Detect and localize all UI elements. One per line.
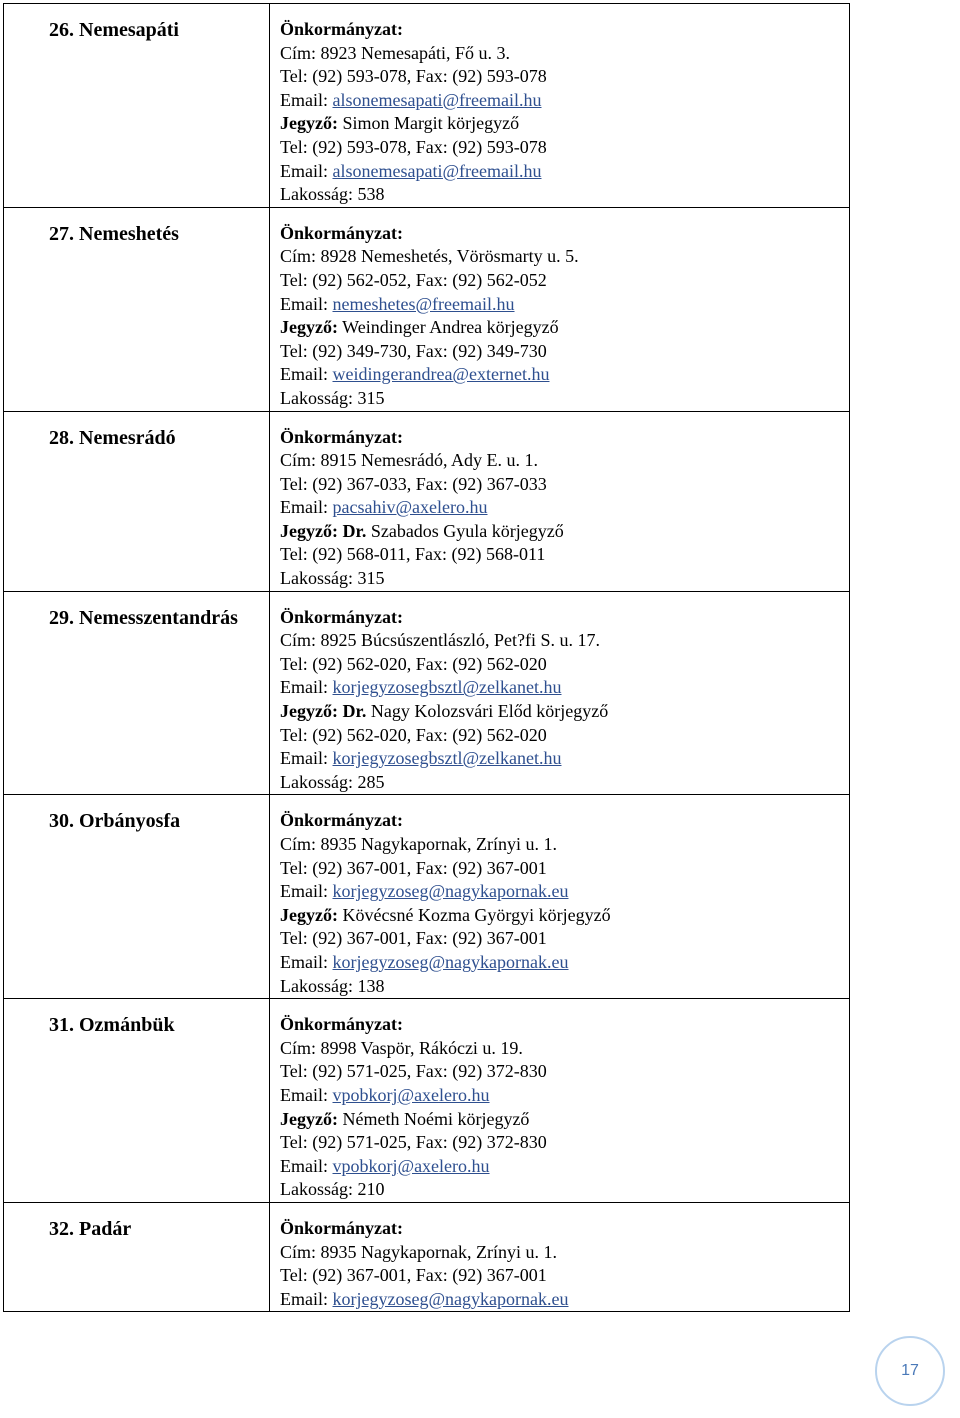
jegyzo-label: Jegyző: — [280, 701, 338, 722]
address: Cím: 8915 Nemesrádó, Ady E. u. 1. — [280, 450, 538, 471]
jegyzo-line — [280, 904, 849, 928]
address: Cím: 8928 Nemeshetés, Vörösmarty u. 5. — [280, 246, 579, 267]
address: Cím: 8923 Nemesapáti, Fő u. 3. — [280, 42, 510, 63]
municipality-name: 28. Nemesrádó — [49, 426, 176, 449]
phone-fax: Tel: (92) 562-020, Fax: (92) 562-020 — [280, 653, 547, 674]
jegyzo-phone-fax: Tel: (92) 568-011, Fax: (92) 568-011 — [280, 544, 546, 565]
jegyzo-phone-fax: Tel: (92) 571-025, Fax: (92) 372-830 — [280, 1132, 547, 1153]
municipality-name-cell — [4, 999, 270, 1203]
jegyzo-line — [280, 520, 849, 544]
jegyzo-email-line — [280, 747, 849, 771]
municipality-name-cell — [4, 411, 270, 591]
population: Lakosság: 538 — [280, 184, 385, 205]
municipality-info-cell — [270, 207, 850, 411]
email-label: Email: — [280, 1084, 333, 1105]
municipality-name-cell — [4, 207, 270, 411]
municipality-name-cell — [4, 795, 270, 999]
jegyzo-email-line — [280, 160, 849, 184]
address: Cím: 8925 Búcsúszentlászló, Pet?fi S. u. 17. — [280, 630, 600, 651]
jegyzo-line — [280, 316, 849, 340]
email-line — [280, 1084, 849, 1108]
municipality-name: 29. Nemesszentandrás — [49, 606, 238, 629]
municipality-info-cell — [270, 999, 850, 1203]
email-line — [280, 1288, 849, 1312]
jegyzo-name: Weindinger Andrea körjegyző — [342, 317, 559, 338]
municipality-info-cell — [270, 795, 850, 999]
email-label: Email: — [280, 951, 333, 972]
municipality-info-cell — [270, 1202, 850, 1311]
onkormanyzat-heading: Önkormányzat: — [280, 426, 403, 447]
municipality-info-cell — [270, 4, 850, 208]
onkormanyzat-heading: Önkormányzat: — [280, 606, 403, 627]
jegyzo-name: Németh Noémi körjegyző — [342, 1108, 530, 1129]
table-row — [4, 4, 850, 208]
email-label: Email: — [280, 1155, 333, 1176]
jegyzo-email-link[interactable]: vpobkorj@axelero.hu — [332, 1155, 490, 1176]
jegyzo-label: Jegyző: — [280, 113, 338, 134]
municipality-name: 30. Orbányosfa — [49, 810, 181, 833]
email-label: Email: — [280, 748, 333, 769]
jegyzo-email-line — [280, 363, 849, 387]
municipality-name: 31. Ozmánbük — [49, 1014, 175, 1037]
table-row — [4, 411, 850, 591]
table-row — [4, 591, 850, 795]
jegyzo-line — [280, 700, 849, 724]
jegyzo-label: Jegyző: — [280, 317, 338, 338]
municipality-info-cell — [270, 591, 850, 795]
jegyzo-email-link[interactable]: korjegyzoseg@nagykapornak.eu — [332, 951, 569, 972]
jegyzo-line — [280, 1108, 849, 1132]
population: Lakosság: 138 — [280, 975, 385, 996]
email-link[interactable]: korjegyzosegbsztl@zelkanet.hu — [332, 677, 562, 698]
jegyzo-name: Simon Margit körjegyző — [342, 113, 520, 134]
email-label: Email: — [280, 364, 333, 385]
jegyzo-name: Kövécsné Kozma Györgyi körjegyző — [342, 904, 611, 925]
jegyzo-label: Jegyző: — [280, 1108, 338, 1129]
jegyzo-email-line — [280, 1155, 849, 1179]
municipality-table — [3, 3, 850, 1312]
jegyzo-email-link[interactable]: korjegyzosegbsztl@zelkanet.hu — [332, 748, 562, 769]
municipality-name-cell — [4, 1202, 270, 1311]
onkormanyzat-heading: Önkormányzat: — [280, 810, 403, 831]
email-line — [280, 89, 849, 113]
onkormanyzat-heading: Önkormányzat: — [280, 1217, 403, 1238]
phone-fax: Tel: (92) 593-078, Fax: (92) 593-078 — [280, 66, 547, 87]
email-line — [280, 293, 849, 317]
population: Lakosság: 210 — [280, 1179, 385, 1200]
table-row — [4, 999, 850, 1203]
phone-fax: Tel: (92) 562-052, Fax: (92) 562-052 — [280, 269, 547, 290]
jegyzo-phone-fax: Tel: (92) 562-020, Fax: (92) 562-020 — [280, 724, 547, 745]
onkormanyzat-heading: Önkormányzat: — [280, 1014, 403, 1035]
table-row — [4, 207, 850, 411]
municipality-name-cell — [4, 591, 270, 795]
email-label: Email: — [280, 881, 333, 902]
email-link[interactable]: vpobkorj@axelero.hu — [332, 1084, 490, 1105]
population: Lakosság: 315 — [280, 568, 385, 589]
email-label: Email: — [280, 89, 333, 110]
jegyzo-email-line — [280, 951, 849, 975]
email-link[interactable]: alsonemesapati@freemail.hu — [332, 89, 542, 110]
page-number: 17 — [901, 1362, 919, 1379]
jegyzo-name: Nagy Kolozsvári Előd körjegyző — [370, 701, 609, 722]
jegyzo-name: Szabados Gyula körjegyző — [370, 520, 564, 541]
address: Cím: 8998 Vaspör, Rákóczi u. 19. — [280, 1037, 523, 1058]
municipality-name-cell — [4, 4, 270, 208]
jegyzo-phone-fax: Tel: (92) 367-001, Fax: (92) 367-001 — [280, 928, 547, 949]
email-link[interactable]: pacsahiv@axelero.hu — [332, 497, 488, 518]
email-link[interactable]: korjegyzoseg@nagykapornak.eu — [332, 1288, 569, 1309]
onkormanyzat-heading: Önkormányzat: — [280, 222, 403, 243]
address: Cím: 8935 Nagykapornak, Zrínyi u. 1. — [280, 834, 557, 854]
email-label: Email: — [280, 497, 333, 518]
address: Cím: 8935 Nagykapornak, Zrínyi u. 1. — [280, 1241, 557, 1262]
municipality-name: 27. Nemeshetés — [49, 222, 179, 245]
jegyzo-phone-fax: Tel: (92) 593-078, Fax: (92) 593-078 — [280, 136, 547, 157]
email-label: Email: — [280, 293, 333, 314]
phone-fax: Tel: (92) 367-001, Fax: (92) 367-001 — [280, 1265, 547, 1286]
email-line — [280, 496, 849, 520]
jegyzo-phone-fax: Tel: (92) 349-730, Fax: (92) 349-730 — [280, 340, 547, 361]
phone-fax: Tel: (92) 367-033, Fax: (92) 367-033 — [280, 473, 547, 494]
table-row — [4, 1202, 850, 1311]
municipality-name: 32. Padár — [49, 1217, 132, 1240]
jegyzo-title: Dr. — [342, 520, 367, 541]
table-row — [4, 795, 850, 999]
jegyzo-email-link[interactable]: weidingerandrea@externet.hu — [332, 364, 550, 385]
phone-fax: Tel: (92) 367-001, Fax: (92) 367-001 — [280, 857, 547, 878]
municipality-name: 26. Nemesapáti — [49, 19, 179, 41]
jegyzo-label: Jegyző: — [280, 904, 338, 925]
email-label: Email: — [280, 677, 333, 698]
municipality-info-cell — [270, 411, 850, 591]
email-label: Email: — [280, 1288, 333, 1309]
jegyzo-title: Dr. — [342, 701, 367, 722]
email-label: Email: — [280, 160, 333, 181]
jegyzo-email-link[interactable]: alsonemesapati@freemail.hu — [332, 160, 542, 181]
population: Lakosság: 315 — [280, 387, 385, 408]
jegyzo-label: Jegyző: — [280, 520, 338, 541]
onkormanyzat-heading: Önkormányzat: — [280, 19, 403, 39]
jegyzo-line — [280, 112, 849, 136]
population: Lakosság: 285 — [280, 771, 385, 792]
email-line — [280, 880, 849, 904]
email-link[interactable]: korjegyzoseg@nagykapornak.eu — [332, 881, 569, 902]
email-link[interactable]: nemeshetes@freemail.hu — [332, 293, 515, 314]
email-line — [280, 676, 849, 700]
page-number-badge — [875, 1336, 945, 1406]
phone-fax: Tel: (92) 571-025, Fax: (92) 372-830 — [280, 1061, 547, 1082]
